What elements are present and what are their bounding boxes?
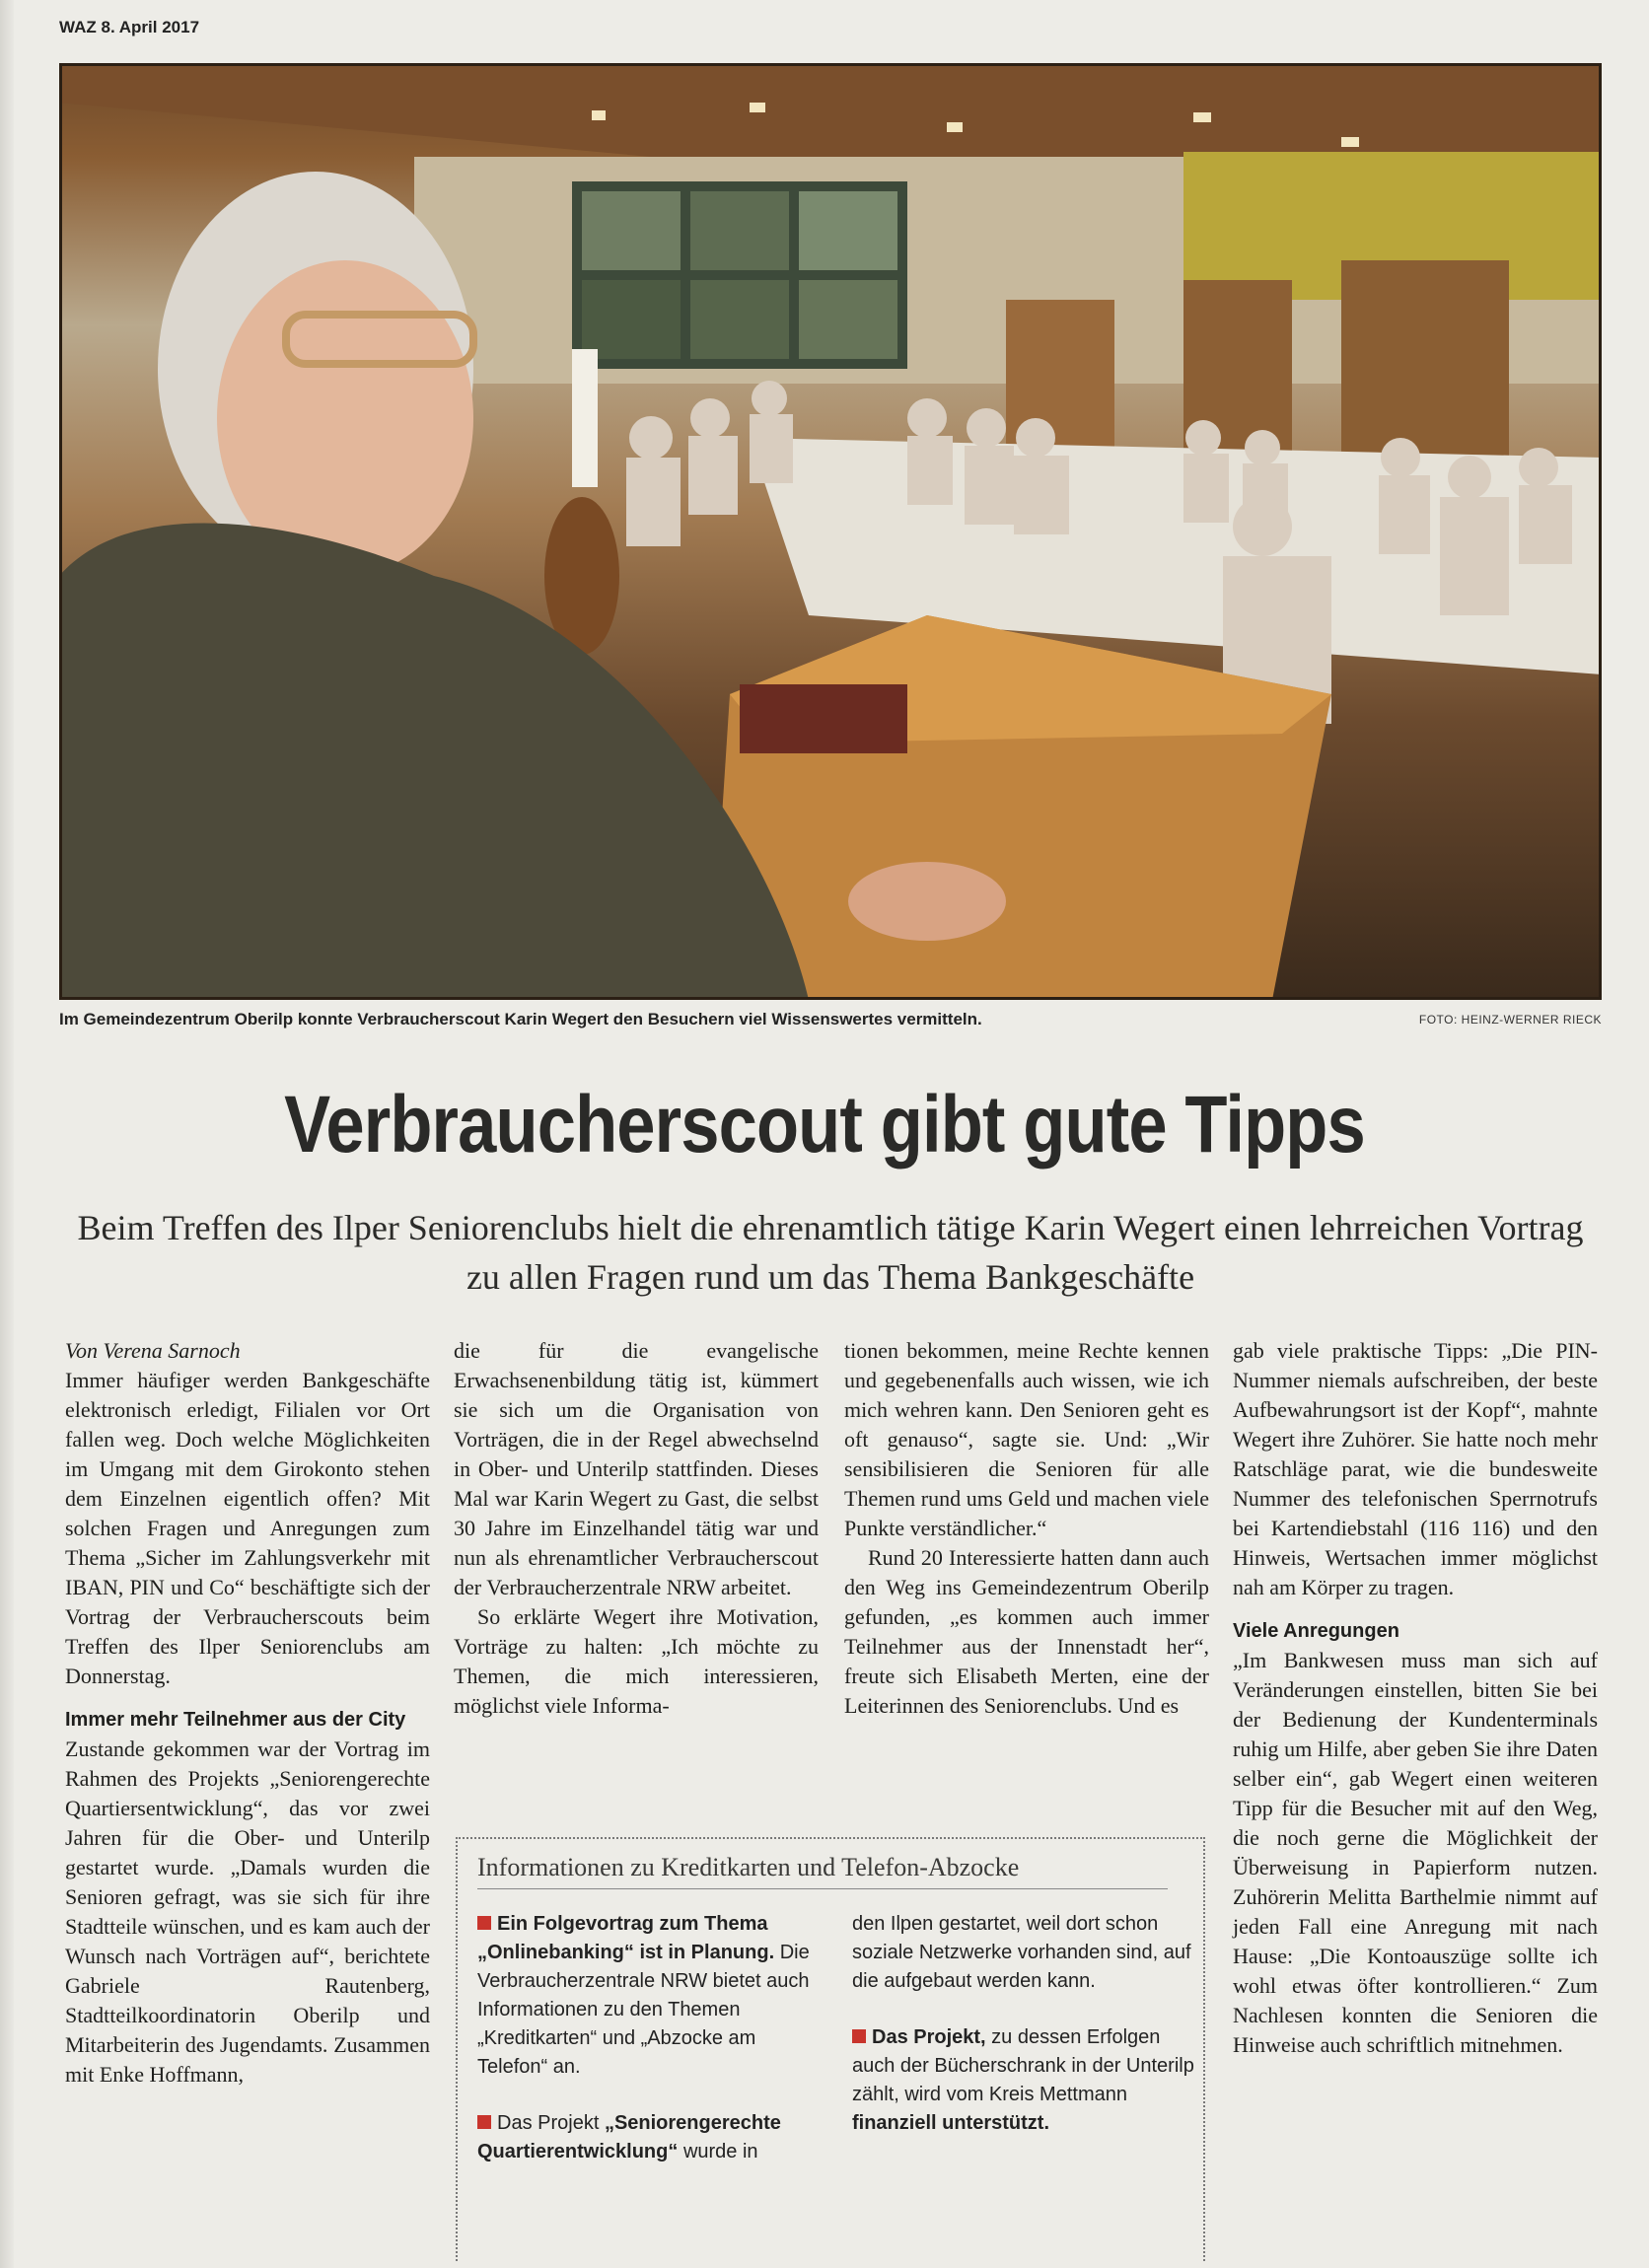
photo-caption [59,1010,1602,1033]
source-line: WAZ 8. April 2017 [59,18,200,36]
photo-credit: FOTO: HEINZ-WERNER RIECK [1418,1013,1602,1027]
info-item [477,2109,827,2166]
paragraph: tionen bekommen, meine Rechte kennen und gegebenenfalls auch wissen, wie ich mich wehren kann. Den Senioren geht es oft genauso“, sagte sie. Und: „Wir sensibilisieren die Senioren für alle Themen rund ums Geld und machen viele Punkte verständlicher.“ [844,1338,1209,1540]
info-item-text: Die Verbraucherzentrale NRW bietet auch Informationen zu den Themen „Kreditkarten“ und „Abzocke am Telefon“ an. [477,1942,810,2078]
byline: Von Verena Sarnoch [65,1338,241,1363]
subheadline: Beim Treffen des Ilper Seniorenclubs hielt die ehrenamtlich tätige Karin Wegert einen lehrreichen Vortrag zu allen Fragen rund um das Thema Bankgeschäfte [77,1208,1584,1297]
page-edge [0,0,14,2268]
article-photo [59,63,1602,1000]
paragraph: So erklärte Wegert ihre Motivation, Vorträge zu halten: „Ich möchte zu Themen, die mich interessieren, möglichst viele Informa- [454,1604,819,1718]
column-4 [1233,1336,1598,2060]
info-item-bold: Ein Folgevortrag zum Thema „Onlinebanking“ ist in Planung. [477,1913,775,1963]
paragraph: die für die evangelische Erwachsenenbildung tätig ist, kümmert sie sich um die Organisation von Vorträgen, die in der Regel abwechselnd in Ober- und Unterilp stattfinden. Dieses Mal war Karin Wegert zu Gast, die selbst 30 Jahre im Einzelhandel tätig war und nun als ehrenamtlicher Verbraucherscout der Verbraucherzentrale NRW arbeitet. [454,1338,819,1599]
info-item-bold: Das Projekt, [872,2026,986,2048]
caption-text: Im Gemeindezentrum Oberilp konnte Verbraucherscout Karin Wegert den Besuchern viel Wissenswertes vermitteln. [59,1010,982,1028]
info-box-column-1 [477,1910,827,2166]
paragraph: Rund 20 Interessierte hatten dann auch den Weg ins Gemeindezentrum Oberilp gefunden, „es kommen auch immer Teilnehmer aus der Innenstadt her“, freute sich Elisabeth Merten, eine der Leiterinnen des Seniorenclubs. Und es [844,1545,1209,1718]
info-box [456,1837,1205,2261]
info-item [852,2023,1202,2138]
column-2 [454,1336,819,1721]
info-item-text: Das Projekt [497,2112,600,2134]
bullet-square-icon [852,2029,866,2043]
column-3 [844,1336,1209,1721]
info-box-title: Informationen zu Kreditkarten und Telefon-Abzocke [477,1853,1168,1889]
section-heading: Immer mehr Teilnehmer aus der City [65,1709,406,1731]
headline: Verbraucherscout gibt gute Tipps [284,1080,1365,1169]
info-item-text: wurde in [682,2141,758,2162]
photo-illustration [59,63,1602,1000]
paragraph: Immer häufiger werden Bankgeschäfte elektronisch erledigt, Filialen vor Ort fallen weg. Doch welche Möglichkeiten im Umgang mit dem Girokonto stehen dem Einzelnen eigentlich offen? Mit solchen Fragen und Anregungen zum Thema „Sicher im Zahlungsverkehr mit IBAN, PIN und Co“ beschäftigte sich der Vortrag der Verbraucherscouts beim Treffen des Ilper Seniorenclubs am Donnerstag. [65,1368,430,1688]
column-1 [65,1336,430,2090]
section-heading: Viele Anregungen [1233,1620,1399,1642]
paragraph: „Im Bankwesen muss man sich auf Veränderungen einstellen, bitten Sie bei der Bedienung der Kundenterminals ruhig um Hilfe, aber geben Sie ihre Daten selber ein“, gab Wegert einen weiteren Tipp für die Besucher mit auf den Weg, die noch gerne die Möglichkeit der Überweisung in Papierform nutzen. Zuhörerin Melitta Barthelmie nimmt auf jeden Fall eine Anregung mit nach Hause: „Die Kontoauszüge sollte ich wohl etwas öfter kontrollieren.“ Zum Nachlesen konnten die Senioren die Hinweise auch schriftlich mitnehmen. [1233,1648,1598,2057]
info-item-continued: den Ilpen gestartet, weil dort schon soziale Netzwerke vorhanden sind, auf die aufgebaut werden kann. [852,1913,1191,1992]
paragraph: gab viele praktische Tipps: „Die PIN-Nummer niemals aufschreiben, der beste Aufbewahrungsort ist der Kopf“, mahnte Wegert ihre Zuhörer. Sie hatte noch mehr Ratschläge parat, wie die bundesweite Nummer des telefonischen Sperrnotrufs bei Kartendiebstahl (116 116) und den Hinweis, Wertsachen immer möglichst nah am Körper zu tragen. [1233,1338,1598,1599]
paragraph: Zustande gekommen war der Vortrag im Rahmen des Projekts „Seniorengerechte Quartiersentwicklung“, das vor zwei Jahren für die Ober- und Unterilp gestartet wurde. „Damals wurden die Senioren gefragt, was sie sich für ihre Stadtteile wünschen, und es kam auch der Wunsch nach Vorträgen auf“, berichtete Gabriele Rautenberg, Stadtteilkoordinatorin Oberilp und Mitarbeiterin des Jugendamts. Zusammen mit Enke Hoffmann, [65,1736,430,2087]
bullet-square-icon [477,2115,491,2129]
info-item-bold: „Seniorengerechte Quartierentwicklung“ [477,2112,781,2162]
bullet-square-icon [477,1916,491,1930]
article-body [59,1336,1602,2253]
info-box-column-2 [852,1910,1202,2138]
info-item-text: zu dessen Erfolgen auch der Bücherschrank in der Unterilp zählt, wird vom Kreis Mettmann [852,2026,1194,2105]
info-item-bold: finanziell unterstützt. [852,2112,1049,2134]
info-item [477,1910,827,2082]
